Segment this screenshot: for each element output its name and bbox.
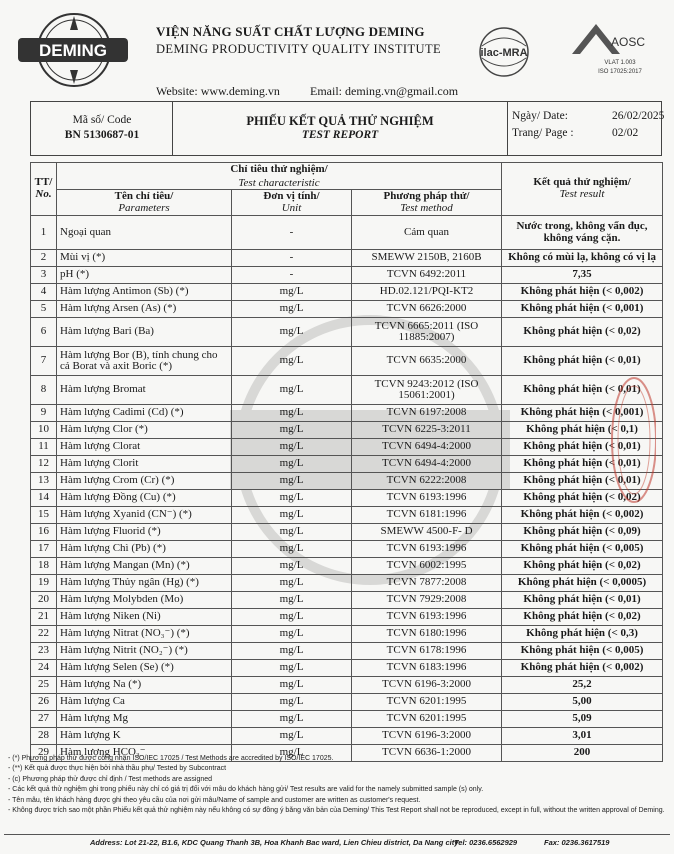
row-number: 12 bbox=[31, 456, 57, 473]
row-result: Không phát hiện (< 0,01) bbox=[502, 376, 663, 405]
table-row bbox=[31, 318, 663, 347]
row-result: Không phát hiện (< 0,09) bbox=[502, 524, 663, 541]
row-result: Không phát hiện (< 0,3) bbox=[502, 626, 663, 643]
row-unit: mg/L bbox=[232, 524, 352, 541]
table-row bbox=[31, 267, 663, 284]
row-number: 27 bbox=[31, 711, 57, 728]
table-row bbox=[31, 422, 663, 439]
page-label: Trang/ Page : bbox=[512, 127, 574, 139]
header-result: Kết quả thử nghiệm/ Test result bbox=[502, 163, 663, 216]
row-parameter: Hàm lượng Đồng (Cu) (*) bbox=[57, 490, 232, 507]
report-subtitle: TEST REPORT bbox=[301, 129, 379, 141]
row-result: Không phát hiện (< 0,01) bbox=[502, 473, 663, 490]
header-characteristic: Chỉ tiêu thử nghiệm/ bbox=[57, 163, 502, 178]
table-row bbox=[31, 728, 663, 745]
row-method: TCVN 6180:1996 bbox=[352, 626, 502, 643]
row-method: TCVN 6002:1995 bbox=[352, 558, 502, 575]
row-number: 26 bbox=[31, 694, 57, 711]
row-number: 14 bbox=[31, 490, 57, 507]
website-link[interactable]: Website: www.deming.vn bbox=[156, 84, 280, 98]
row-unit: mg/L bbox=[232, 643, 352, 660]
seal-stamp bbox=[606, 370, 656, 510]
table-row bbox=[31, 694, 663, 711]
row-result: 7,35 bbox=[502, 267, 663, 284]
row-parameter: Hàm lượng Fluorid (*) bbox=[57, 524, 232, 541]
row-result: Không phát hiện (< 0,02) bbox=[502, 318, 663, 347]
row-result: Không phát hiện (< 0,02) bbox=[502, 490, 663, 507]
row-parameter: Hàm lượng Clorit bbox=[57, 456, 232, 473]
ilac-text: ilac-MRA bbox=[480, 47, 528, 59]
row-number: 19 bbox=[31, 575, 57, 592]
row-unit: mg/L bbox=[232, 456, 352, 473]
row-parameter: Hàm lượng Na (*) bbox=[57, 677, 232, 694]
row-result: 200 bbox=[502, 745, 663, 762]
table-row bbox=[31, 405, 663, 422]
row-parameter: Hàm lượng Crom (Cr) (*) bbox=[57, 473, 232, 490]
row-method: TCVN 6196-3:2000 bbox=[352, 728, 502, 745]
row-parameter: Hàm lượng Bromat bbox=[57, 376, 232, 405]
row-unit: mg/L bbox=[232, 507, 352, 524]
header-parameters: Tên chỉ tiêu/ Parameters bbox=[57, 190, 232, 216]
table-row bbox=[31, 456, 663, 473]
row-method: TCVN 6201:1995 bbox=[352, 694, 502, 711]
row-unit: mg/L bbox=[232, 745, 352, 762]
row-method: HD.02.121/PQI-KT2 bbox=[352, 284, 502, 301]
table-row bbox=[31, 575, 663, 592]
row-unit: mg/L bbox=[232, 347, 352, 376]
row-number: 24 bbox=[31, 660, 57, 677]
table-header-row bbox=[31, 163, 663, 178]
row-result: Không phát hiện (< 0,001) bbox=[502, 301, 663, 318]
date-page-cell bbox=[507, 102, 665, 155]
aosc-code: VLAT 1.003 bbox=[604, 60, 636, 66]
row-number: 13 bbox=[31, 473, 57, 490]
footnote: - Các kết quả thử nghiệm ghi trong phiếu này chỉ có giá trị đối với mẫu do khách hàng gửi/ Test results are valid for the namely submitted sample (s) only. bbox=[8, 786, 484, 794]
table-row bbox=[31, 284, 663, 301]
aosc-accreditation-logo bbox=[562, 16, 662, 80]
report-info-bar bbox=[30, 101, 665, 156]
row-method: TCVN 6181:1996 bbox=[352, 507, 502, 524]
date-label: Ngày/ Date: bbox=[512, 110, 568, 122]
table-row bbox=[31, 473, 663, 490]
row-parameter: Hàm lượng Nitrat (NO₃⁻) (*) bbox=[57, 626, 232, 643]
row-result: Không phát hiện (< 0,002) bbox=[502, 660, 663, 677]
row-unit: mg/L bbox=[232, 490, 352, 507]
row-unit: mg/L bbox=[232, 677, 352, 694]
row-parameter: Hàm lượng Bor (B), tính chung cho cả Borat và axit Boric (*) bbox=[57, 347, 232, 376]
row-parameter: Hàm lượng Clorat bbox=[57, 439, 232, 456]
header-no: TT/ No. bbox=[31, 163, 57, 216]
row-parameter: Hàm lượng Chì (Pb) (*) bbox=[57, 541, 232, 558]
footnote: - Không được trích sao một phần Phiếu kết quả thử nghiệm này nếu không có sự đồng ý bằng văn bản của Deming/ This Test Report shall not be reproduced, except in full, without the written approval of Deming. bbox=[8, 807, 665, 815]
row-method: TCVN 7877:2008 bbox=[352, 575, 502, 592]
table-row bbox=[31, 347, 663, 376]
row-result: Không phát hiện (< 0,002) bbox=[502, 284, 663, 301]
row-unit: mg/L bbox=[232, 609, 352, 626]
row-method: TCVN 6494-4:2000 bbox=[352, 456, 502, 473]
row-number: 6 bbox=[31, 318, 57, 347]
row-unit: mg/L bbox=[232, 694, 352, 711]
footnote: - Tên mẫu, tên khách hàng được ghi theo yêu cầu của nơi gửi mẫu/Name of sample and customer are written as customer's request. bbox=[8, 796, 421, 804]
ilac-mra-logo bbox=[468, 26, 540, 78]
footnote: - (**) Kết quả được thực hiện bởi nhà thầu phụ/ Tested by Subcontract bbox=[8, 765, 227, 773]
table-row bbox=[31, 558, 663, 575]
row-method: TCVN 6193:1996 bbox=[352, 541, 502, 558]
row-method: TCVN 9243:2012 (ISO 15061:2001) bbox=[352, 376, 502, 405]
row-unit: mg/L bbox=[232, 284, 352, 301]
table-row bbox=[31, 541, 663, 558]
report-title: PHIẾU KẾT QUẢ THỬ NGHIỆM bbox=[246, 114, 434, 128]
date-value: 26/02/2025 bbox=[612, 110, 665, 122]
row-result: 25,2 bbox=[502, 677, 663, 694]
footer-tel: Tel: 0236.6562929 bbox=[454, 838, 518, 847]
row-method: Cảm quan bbox=[352, 216, 502, 250]
row-parameter: Hàm lượng Clor (*) bbox=[57, 422, 232, 439]
row-result: Không phát hiện (< 0,01) bbox=[502, 439, 663, 456]
row-method: TCVN 6636-1:2000 bbox=[352, 745, 502, 762]
row-parameter: Mùi vị (*) bbox=[57, 250, 232, 267]
table-row bbox=[31, 301, 663, 318]
footnote: - (*) Phương pháp thử được công nhận ISO/IEC 17025 / Test Methods are accredited by ISO/IEC 17025. bbox=[8, 755, 334, 762]
row-number: 28 bbox=[31, 728, 57, 745]
row-method: TCVN 6222:2008 bbox=[352, 473, 502, 490]
row-method: SMEWW 4500-F- D bbox=[352, 524, 502, 541]
row-number: 17 bbox=[31, 541, 57, 558]
results-table bbox=[30, 162, 663, 762]
institute-name-en: DEMING PRODUCTIVITY QUALITY INSTITUTE bbox=[156, 42, 442, 56]
row-unit: mg/L bbox=[232, 575, 352, 592]
row-unit: mg/L bbox=[232, 473, 352, 490]
row-unit: mg/L bbox=[232, 405, 352, 422]
row-number: 1 bbox=[31, 216, 57, 250]
table-row bbox=[31, 677, 663, 694]
row-parameter: Ngoại quan bbox=[57, 216, 232, 250]
row-result: Không phát hiện (< 0,02) bbox=[502, 609, 663, 626]
row-result: Không có mùi lạ, không có vị lạ bbox=[502, 250, 663, 267]
row-parameter: Hàm lượng Niken (Ni) bbox=[57, 609, 232, 626]
table-row bbox=[31, 507, 663, 524]
row-method: TCVN 6197:2008 bbox=[352, 405, 502, 422]
row-number: 15 bbox=[31, 507, 57, 524]
table-row bbox=[31, 643, 663, 660]
row-result: Không phát hiện (< 0,005) bbox=[502, 541, 663, 558]
row-number: 16 bbox=[31, 524, 57, 541]
row-method: SMEWW 2150B, 2160B bbox=[352, 250, 502, 267]
row-result: Không phát hiện (< 0,001) bbox=[502, 405, 663, 422]
row-result: Không phát hiện (< 0,1) bbox=[502, 422, 663, 439]
table-row bbox=[31, 490, 663, 507]
email-link[interactable]: Email: deming.vn@gmail.com bbox=[310, 84, 459, 98]
row-unit: mg/L bbox=[232, 376, 352, 405]
row-method: TCVN 6492:2011 bbox=[352, 267, 502, 284]
row-parameter: Hàm lượng Thủy ngân (Hg) (*) bbox=[57, 575, 232, 592]
footnote: - (c) Phương pháp thử được chỉ định / Test methods are assigned bbox=[8, 775, 213, 783]
row-result: Không phát hiện (< 0,02) bbox=[502, 558, 663, 575]
row-unit: mg/L bbox=[232, 422, 352, 439]
row-result: Không phát hiện (< 0,005) bbox=[502, 643, 663, 660]
logo-text: DEMING bbox=[39, 41, 107, 60]
page-row bbox=[512, 127, 639, 139]
row-parameter: Hàm lượng Ca bbox=[57, 694, 232, 711]
aosc-standard: ISO 17025:2017 bbox=[598, 69, 642, 75]
table-row bbox=[31, 592, 663, 609]
footer-address-bar bbox=[4, 834, 670, 847]
row-parameter: Hàm lượng Arsen (As) (*) bbox=[57, 301, 232, 318]
row-unit: mg/L bbox=[232, 592, 352, 609]
row-result: Không phát hiện (< 0,01) bbox=[502, 347, 663, 376]
row-unit: mg/L bbox=[232, 558, 352, 575]
row-parameter: Hàm lượng Bari (Ba) bbox=[57, 318, 232, 347]
table-row bbox=[31, 439, 663, 456]
row-unit: mg/L bbox=[232, 541, 352, 558]
row-number: 11 bbox=[31, 439, 57, 456]
row-result: Không phát hiện (< 0,002) bbox=[502, 507, 663, 524]
row-unit: mg/L bbox=[232, 660, 352, 677]
row-number: 8 bbox=[31, 376, 57, 405]
aosc-text: AOSC bbox=[610, 35, 646, 49]
header-method: Phương pháp thử/ Test method bbox=[352, 190, 502, 216]
row-unit: - bbox=[232, 267, 352, 284]
row-method: TCVN 6201:1995 bbox=[352, 711, 502, 728]
row-result: Không phát hiện (< 0,01) bbox=[502, 592, 663, 609]
row-parameter: Hàm lượng Xyanid (CN⁻) (*) bbox=[57, 507, 232, 524]
row-result: Không phát hiện (< 0,01) bbox=[502, 456, 663, 473]
row-number: 3 bbox=[31, 267, 57, 284]
footnotes bbox=[8, 754, 668, 816]
row-number: 22 bbox=[31, 626, 57, 643]
row-method: TCVN 6196-3:2000 bbox=[352, 677, 502, 694]
table-row bbox=[31, 524, 663, 541]
row-method: TCVN 6626:2000 bbox=[352, 301, 502, 318]
row-method: TCVN 6193:1996 bbox=[352, 490, 502, 507]
footer-fax: Fax: 0236.3617519 bbox=[544, 838, 610, 847]
row-number: 7 bbox=[31, 347, 57, 376]
table-row bbox=[31, 660, 663, 677]
row-parameter: Hàm lượng Nitrit (NO₂⁻) (*) bbox=[57, 643, 232, 660]
footer-address: Address: Lot 21-22, B1.6, KDC Quang Thanh 3B, Hoa Khanh Bac ward, Lien Chieu district, Da Nang city bbox=[90, 838, 459, 847]
table-row bbox=[31, 376, 663, 405]
row-parameter: Hàm lượng Cadimi (Cd) (*) bbox=[57, 405, 232, 422]
row-method: TCVN 6665:2011 (ISO 11885:2007) bbox=[352, 318, 502, 347]
row-unit: mg/L bbox=[232, 439, 352, 456]
code-label: Mã số/ Code bbox=[72, 114, 132, 126]
row-method: TCVN 6183:1996 bbox=[352, 660, 502, 677]
row-parameter: Hàm lượng Mg bbox=[57, 711, 232, 728]
row-number: 29 bbox=[31, 745, 57, 762]
row-method: TCVN 6178:1996 bbox=[352, 643, 502, 660]
row-parameter: Hàm lượng Molybden (Mo) bbox=[57, 592, 232, 609]
row-method: TCVN 7929:2008 bbox=[352, 592, 502, 609]
header-characteristic-en: Test characteristic bbox=[57, 178, 502, 190]
row-number: 20 bbox=[31, 592, 57, 609]
row-number: 23 bbox=[31, 643, 57, 660]
row-parameter: Hàm lượng Mangan (Mn) (*) bbox=[57, 558, 232, 575]
row-number: 18 bbox=[31, 558, 57, 575]
row-method: TCVN 6193:1996 bbox=[352, 609, 502, 626]
row-unit: mg/L bbox=[232, 626, 352, 643]
row-number: 21 bbox=[31, 609, 57, 626]
row-unit: mg/L bbox=[232, 301, 352, 318]
row-method: TCVN 6635:2000 bbox=[352, 347, 502, 376]
table-row bbox=[31, 626, 663, 643]
row-result: Nước trong, không vẩn đục, không váng cặn. bbox=[502, 216, 663, 250]
row-unit: mg/L bbox=[232, 318, 352, 347]
page-value: 02/02 bbox=[612, 127, 639, 139]
row-parameter: Hàm lượng Selen (Se) (*) bbox=[57, 660, 232, 677]
row-result: 3,01 bbox=[502, 728, 663, 745]
table-row bbox=[31, 250, 663, 267]
row-unit: mg/L bbox=[232, 711, 352, 728]
row-result: Không phát hiện (< 0,0005) bbox=[502, 575, 663, 592]
row-unit: - bbox=[232, 216, 352, 250]
table-row bbox=[31, 711, 663, 728]
code-value: BN 5130687-01 bbox=[64, 129, 140, 141]
deming-logo bbox=[14, 10, 132, 88]
row-number: 25 bbox=[31, 677, 57, 694]
row-number: 10 bbox=[31, 422, 57, 439]
row-number: 9 bbox=[31, 405, 57, 422]
row-unit: - bbox=[232, 250, 352, 267]
row-unit: mg/L bbox=[232, 728, 352, 745]
date-row bbox=[512, 110, 665, 122]
table-row bbox=[31, 216, 663, 250]
row-number: 2 bbox=[31, 250, 57, 267]
row-parameter: Hàm lượng Antimon (Sb) (*) bbox=[57, 284, 232, 301]
row-parameter: pH (*) bbox=[57, 267, 232, 284]
row-number: 4 bbox=[31, 284, 57, 301]
row-number: 5 bbox=[31, 301, 57, 318]
row-parameter: Hàm lượng K bbox=[57, 728, 232, 745]
row-result: 5,09 bbox=[502, 711, 663, 728]
header-unit: Đơn vị tính/ Unit bbox=[232, 190, 352, 216]
row-parameter: Hàm lượng HCO₃⁻ bbox=[57, 745, 232, 762]
row-method: TCVN 6225-3:2011 bbox=[352, 422, 502, 439]
row-method: TCVN 6494-4:2000 bbox=[352, 439, 502, 456]
row-result: 5,00 bbox=[502, 694, 663, 711]
institute-name-vn: VIỆN NĂNG SUẤT CHẤT LƯỢNG DEMING bbox=[156, 24, 425, 39]
table-row bbox=[31, 609, 663, 626]
